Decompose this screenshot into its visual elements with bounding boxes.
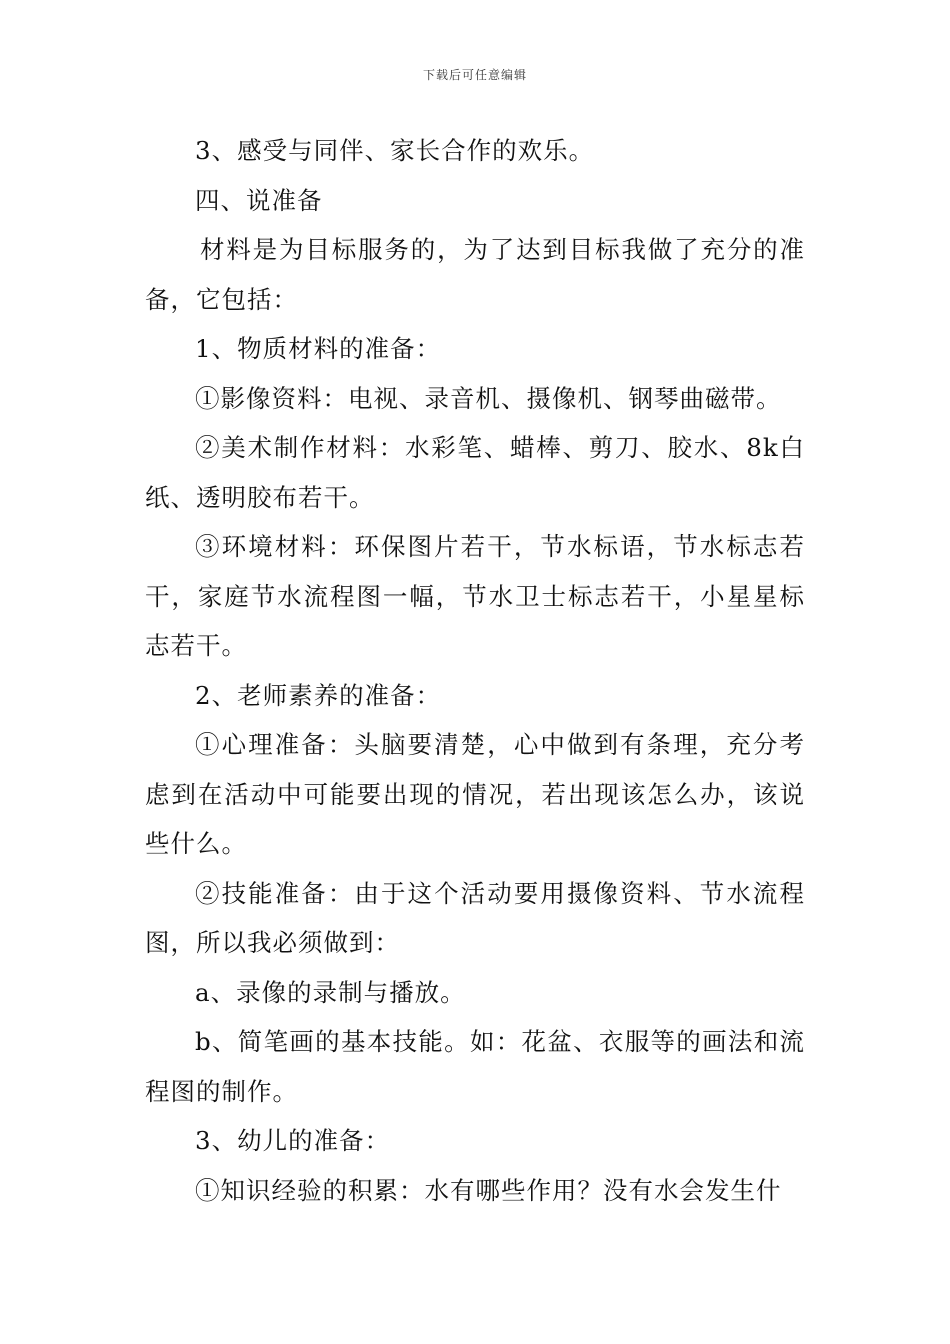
list-item: a、录像的录制与播放。 xyxy=(195,977,466,1007)
subsection-heading: 3、幼儿的准备： xyxy=(195,1126,391,1155)
page-header-note: 下载后可任意编辑 xyxy=(422,68,527,82)
list-item: b、简笔画的基本技能。如：花盆、衣服等的画法和流程图的制作。 xyxy=(145,1027,805,1106)
list-item: ②美术制作材料：水彩笔、蜡棒、剪刀、胶水、8k白纸、透明胶布若干。 xyxy=(145,433,805,512)
section-heading: 四、说准备 xyxy=(195,185,323,215)
list-item: ③环境材料：环保图片若干，节水标语，节水标志若干，家庭节水流程图一幅，节水卫士标志若干，小星星标志若干。 xyxy=(145,532,805,660)
document-body xyxy=(145,126,805,1215)
paragraph: 材料是为目标服务的，为了达到目标我做了充分的准备，它包括： xyxy=(145,235,805,314)
list-item: ①知识经验的积累：水有哪些作用？没有水会发生什 xyxy=(195,1175,782,1205)
subsection-heading: 2、老师素养的准备： xyxy=(195,680,442,710)
paragraph: 3、感受与同伴、家长合作的欢乐。 xyxy=(195,136,595,165)
list-item: ②技能准备：由于这个活动要用摄像资料、节水流程图，所以我必须做到： xyxy=(145,878,805,957)
list-item: ①心理准备：头脑要清楚，心中做到有条理，充分考虑到在活动中可能要出现的情况，若出现该怎么办，该说些什么。 xyxy=(145,730,805,858)
list-item: ①影像资料：电视、录音机、摄像机、钢琴曲磁带。 xyxy=(195,383,782,413)
subsection-heading: 1、物质材料的准备： xyxy=(195,334,442,363)
